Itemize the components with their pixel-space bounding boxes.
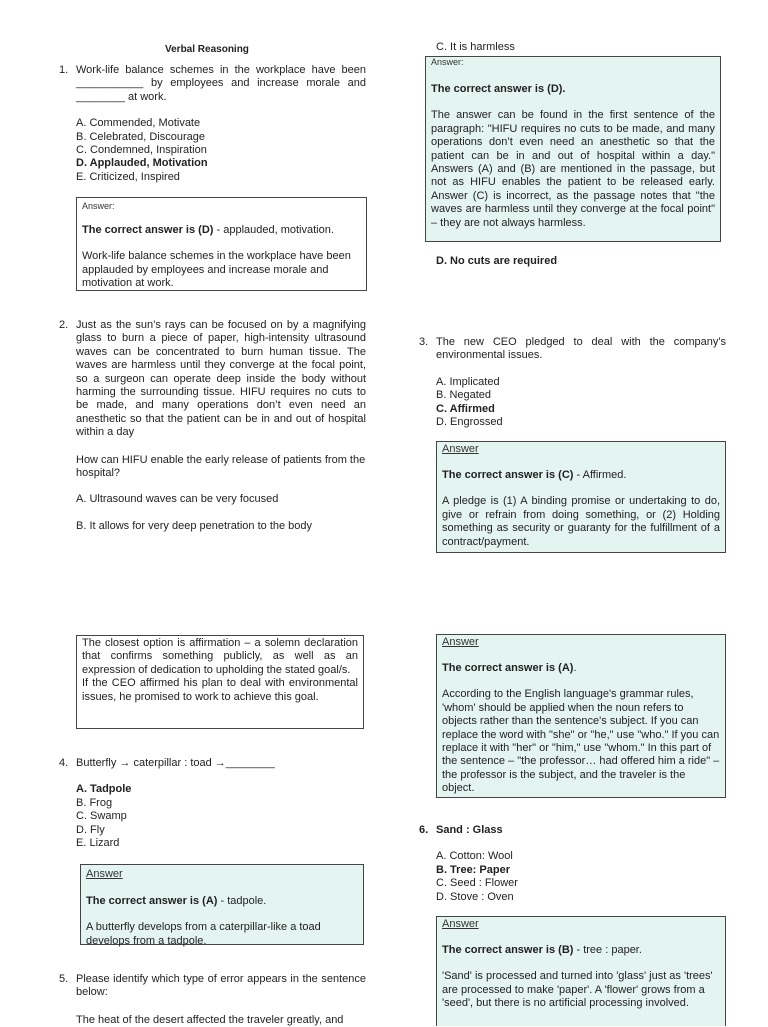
answer-key: The correct answer is (A) xyxy=(86,895,218,907)
answer-key: The correct answer is (D) xyxy=(82,224,214,236)
option-3d: D. Engrossed xyxy=(436,416,503,429)
question-number-4: 4. xyxy=(59,757,69,769)
answer-key: The correct answer is (C) xyxy=(442,469,574,481)
option-3b: B. Negated xyxy=(436,389,492,402)
answer-statement xyxy=(442,469,720,482)
question-4 xyxy=(76,757,366,850)
answer-detail: - tree : paper. xyxy=(573,944,642,956)
answer-detail: . xyxy=(573,662,577,674)
answer-key: The correct answer is (B) xyxy=(442,944,574,956)
question-number-1: 1. xyxy=(59,64,69,76)
answer-label: Answer: xyxy=(82,201,115,211)
answer-box-1 xyxy=(76,197,367,291)
question-number-6: 6. xyxy=(419,824,429,836)
option-2d: D. No cuts are required xyxy=(436,255,558,267)
option-4e: E. Lizard xyxy=(76,837,120,850)
question-3-options xyxy=(436,376,726,430)
answer-statement xyxy=(86,895,358,908)
question-2-passage: Just as the sun’s rays can be focused on by a magnifying glass to burn a piece of paper, high-intensity ultrasound waves can be concentrated to burn human tissue. The waves are harmless until they converge at the focal point, so a surgeon can operate deep inside the body without harming the surrounding tissue. HIFU requires no cuts to be made, and many operations don’t even need an anesthetic so that the patient can be in and out of hospital within a day xyxy=(76,319,366,439)
question-4-stem: Butterfly → caterpillar : toad →________ xyxy=(76,757,275,769)
question-number-5: 5. xyxy=(59,973,69,985)
option-4a: A. Tadpole xyxy=(76,783,132,796)
question-2 xyxy=(76,319,366,533)
answer-box-3-continued xyxy=(76,635,364,729)
page-title: Verbal Reasoning xyxy=(165,44,249,55)
question-4-options xyxy=(76,783,366,850)
question-5-sentence: The heat of the desert affected the traveler greatly, and xyxy=(76,1013,344,1026)
question-number-2: 2. xyxy=(59,319,69,331)
answer-detail: - tadpole. xyxy=(217,895,267,907)
answer-label: Answer xyxy=(442,918,479,930)
question-1 xyxy=(76,64,366,184)
answer-statement xyxy=(82,224,361,237)
answer-statement xyxy=(442,662,720,675)
question-3-stem: The new CEO pledged to deal with the company's environmental issues. xyxy=(436,336,726,362)
question-1-options xyxy=(76,117,366,184)
option-1d: D. Applauded, Motivation xyxy=(76,157,208,170)
answer-box-4 xyxy=(80,864,364,945)
option-6c: C. Seed : Flower xyxy=(436,877,518,890)
question-6 xyxy=(436,824,726,904)
question-6-options xyxy=(436,850,726,904)
option-1e: E. Criticized, Inspired xyxy=(76,170,180,183)
option-2b: B. It allows for very deep penetration to the body xyxy=(76,519,313,532)
answer-box-5 xyxy=(436,634,726,798)
answer-label: Answer xyxy=(442,636,479,648)
option-1a: A. Commended, Motivate xyxy=(76,117,201,130)
option-3a: A. Implicated xyxy=(436,375,500,388)
answer-explanation: Work-life balance schemes in the workplace have been applauded by employees and increase morale and motivation at work. xyxy=(82,250,351,290)
question-6-stem: Sand : Glass xyxy=(436,824,503,836)
answer-detail: - Affirmed. xyxy=(573,469,627,481)
answer-label: Answer xyxy=(442,443,479,455)
option-6d: D. Stove : Oven xyxy=(436,890,514,903)
option-2a: A. Ultrasound waves can be very focused xyxy=(76,493,279,506)
option-4c: C. Swamp xyxy=(76,810,127,823)
option-6b: B. Tree: Paper xyxy=(436,863,510,876)
question-2-question: How can HIFU enable the early release of patients from the hospital? xyxy=(76,453,366,480)
answer-explanation: The answer can be found in the first sentence of the paragraph: "HIFU requires no cuts to be made, and many operations don’t even need an anesthetic so that the patient can be in and out of hospital within a day." Answers (A) and (B) are mentioned in the passage, but not as HIFU enables the patient to be released early. Answer (C) is incorrect, as the passage notes that "the waves are harmless until they converge at the focal point" – they are not always harmless. xyxy=(431,109,715,229)
option-3c: C. Affirmed xyxy=(436,402,495,415)
option-4b: B. Frog xyxy=(76,796,113,809)
option-2c: C. It is harmless xyxy=(436,41,515,53)
answer-detail: - applauded, motivation. xyxy=(213,224,334,236)
answer-continuation: The closest option is affirmation – a solemn declaration that confirms something publicly, as well as an expression of dedication to upholding the stated goal/s. xyxy=(82,637,358,676)
answer-explanation: 'Sand' is processed and turned into 'glass' just as 'trees' are processed to make 'paper'. A 'flower' grows from a 'seed', but there is no artificial processing involved. xyxy=(442,970,713,1010)
answer-explanation: A pledge is (1) A binding promise or undertaking to do, give or refrain from doing something, or (2) Holding something as security or guaranty for the fulfillment of a contract/payment. xyxy=(442,495,720,548)
answer-box-2 xyxy=(425,56,721,242)
question-3 xyxy=(436,336,726,429)
answer-key xyxy=(431,83,715,96)
answer-key: The correct answer is (A) xyxy=(442,662,574,674)
answer-explanation: A butterfly develops from a caterpillar-like a toad develops from a tadpole. xyxy=(86,921,321,947)
option-1b: B. Celebrated, Discourage xyxy=(76,130,206,143)
question-1-stem: Work-life balance schemes in the workplace have been ___________ by employees and increase morale and ________ at work. xyxy=(76,64,366,103)
answer-box-3 xyxy=(436,441,726,553)
answer-explanation: According to the English language's grammar rules, 'whom' should be applied when the noun refers to objects rather than the sentence's subject. If you can replace the word with "she" or "he," use "who." If you can replace it with "her" or "him," use "whom." In this part of the sentence – "the professor… had offered him a ride" – the professor is the subject, and the traveler is the object. xyxy=(442,688,720,795)
option-6a: A. Cotton: Wool xyxy=(436,850,513,863)
question-5-stem: Please identify which type of error appears in the sentence below: xyxy=(76,973,366,999)
answer-continuation-2: If the CEO affirmed his plan to deal with environmental issues, he promised to work to achieve this goal. xyxy=(82,677,358,703)
answer-label: Answer xyxy=(86,868,123,880)
option-4d: D. Fly xyxy=(76,823,105,836)
answer-statement xyxy=(442,944,720,957)
answer-box-6 xyxy=(436,916,726,1026)
question-number-3: 3. xyxy=(419,336,429,348)
answer-key-text: The correct answer is (D). xyxy=(431,83,566,95)
answer-label: Answer: xyxy=(431,57,464,67)
question-5 xyxy=(76,973,366,1027)
option-1c: C. Condemned, Inspiration xyxy=(76,144,207,157)
